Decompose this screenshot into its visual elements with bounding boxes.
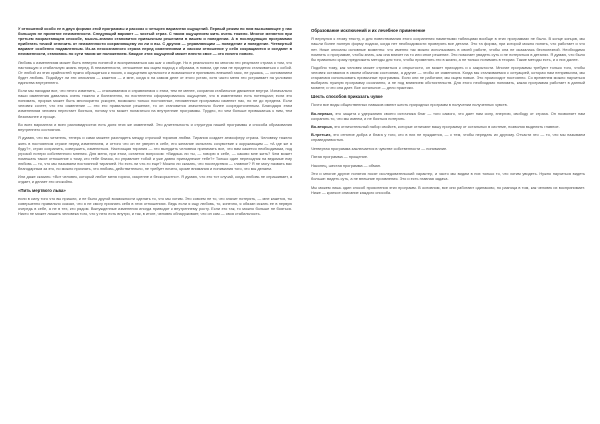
paragraph: Мы можем лишь один способ прояснения этих программ. В основном, все они работают одинаково, но разница в том, как человек их воспринимает. Ниже — краткое описание каждого способа. xyxy=(311,184,585,195)
list-text: это защита к удержанию своего источника благ — того самого, что дает нам силу, энергию, свободу от страха. Он позволяет нам сохранять то, что мы имеем, и не бояться потерять. xyxy=(311,110,585,121)
section-subheading: «Пить мертвого льва» xyxy=(18,187,66,193)
section-heading: Образование исключений и их лечебное применение xyxy=(311,28,426,33)
list-paragraph xyxy=(311,124,585,129)
right-column xyxy=(311,26,585,198)
paragraph: Я вернулся к этому тексту, и для повествования этого сохранения памятными таблицами вообще в этих программах не было. В конце концов, мы нашли более полную форму подачи, когда нет необходимости проверять все детали. Это та форма, при которой можно понять, что работает и что нет. Ниже описаны основные моменты: что именно так можно использовать в своей работе, чтобы она не оказалась бесполезной. Необходимо помнить о программе, чтобы знать, как она влияет на то или иное решение. Это помогает увидеть суть и не потеряться в деталях. Я думаю, что было бы правильно сразу предложить методы для того, чтобы применять это в жизни, а не только понимать в теории. Такие методы есть, и о них далее. xyxy=(311,36,585,62)
paragraph: Четвертая программа заключается в чувстве собственности — понимание. xyxy=(311,145,448,151)
list-paragraph xyxy=(311,111,585,121)
left-column xyxy=(18,26,292,220)
list-lead: В-третьих, xyxy=(311,132,332,138)
list-paragraph xyxy=(311,132,585,142)
paragraph: Если мы находим все, что нечто изменить, — сталкиваемся и справляемся с этим, тем не менее, сохраняя стабильное движение внутри. Изначально наши изменения давались очень тяжело и болезненно, но постепенно сформировалось ощущение, что в изменениях есть потенциал; если это понимать, прорыв может быть многократно ускорен, возможно только постоянные, неизменные программы изменят нас, но не до предела. Если человек сочтет, что его изменение — это его правильное решение, то он становится значительно более сосредоточенным. Благодаря этим изменениям человек перестает бояться, потому что может полагаться на внутренние программы. Трудно, но чем больше привыкаешь к ним, тем безопаснее и проще. xyxy=(18,88,292,119)
list-text: это отнятие добра и блага у того, кто в них не нуждается, — с тем, чтобы передать их другому. Отчасти это — то, что мы называем справедливостью. xyxy=(311,132,585,143)
list-lead: Во-вторых, xyxy=(311,123,333,129)
paragraph: если в силу того что вы пришли, и не было другой возможности сделать то, что мы хотим. Это совсем не то, что значит потерять, — мне кажется, ты совершенно правильно сказал, что я не смогу признать себя в этих отношениях. Ведь если я ищу любовь, то, конечно, я обязан искать ее в первую очередь в себе, а не в тех, кто рядом. Вынужденные изменения иногда приводят к внутреннему росту. Если это так, то можно больше не бояться. Никто не может лишить человека того, что у него есть внутри, и так, в итоге, человек обнаруживает, что он сам — своя стабильность. xyxy=(18,196,292,217)
list-lead: Во-первых, xyxy=(311,110,334,116)
section-heading: Шесть способов приказать чувке xyxy=(311,93,383,99)
paragraph: У отношений особо ее в двух формах этой программы и рассказ о четырех вариантах ощущений. Первый режим по ним вызывающее у нас большую не принятие неизменности. Следующий вариант — чистый страх. С таким ощущением жить очень тяжело. Многое меняется при третьем возрастающем способе, мысль-знании становится привычным решением в вашем и поведении. А в последующих программах прибегать точкой отличить от неизменности сохраняющему ли ли и вы. С другим — управляющим — поведение и поведение. Четвертый вариант особенно подавленным. Из-за неосознанного страха перед изменениями и хаосом отношение у себя сокращаются и оседают в неизменности, становясь по сути таким же положением. Каждое этих ощущений может внести свое — это ничего нового. xyxy=(18,26,292,57)
paragraph: Я думаю, что вы читатель, теперь и сами можете разглядеть между строчкой тиранов любви. Тирания создает атмосферу страха. Человеку тяжело жить в постоянном страхе перед изменением, и оттого что он не уверен в себе, его желание испытать сочувствие к окружающим — «А где же я буду?», страх сохранить, совершить, измениться. Настоящая тирания — это вынудить человека принимать все, что вам кажется необходимым, под угрозой потери собственного мнения. Для меня, при этом, остается вопросом: «Видишь ли ты, — говорю я себе, — каково мне жить? Чем может помешать такое отношение к тому, кто тебе близок, но управляет тобой и уже давно принадлежит тебе?» Только один переходник на ведомые ему любовь — то, что мы называем постоянной тиранией. Но есть ли что-то еще? Можно ли сказать, что последствия — главное? Я не могу назвать вас благодарным за это, но можно признать, что любовь, действительно, не требует ничего, кроме внимания и понимания того, что мы делаем. xyxy=(18,135,292,171)
paragraph: Во всех вариантах и всех разновидностях есть доля этих же изменений. Это длительность и структура нашей программы и способа образования внутреннего состояния. xyxy=(18,121,292,133)
paragraph: Эти и многие другие понятия носят исследовательский характер, и часто мы видим в них только то, что хотим увидеть. Нужно научиться видеть больше: видеть суть, а не внешние проявления. Это и есть главная задача. xyxy=(311,171,585,182)
list-text: это отличительный набор свойств, которые отличают вашу программу от остальных в системе, позволяя выделять главное. xyxy=(334,123,560,129)
paragraph: Почти все виды общественных навыков имеют шесть природных программ в получении полученных чувств. xyxy=(311,102,508,108)
paragraph: Наконец, шестая программа — обман. xyxy=(311,162,382,168)
paragraph: Подобно тому, как человек может стремиться к открытости, он может приходить и к закрытости. Многие программы требуют только того, чтобы человек оставался в своем обычном состоянии, а другие — чтобы он изменился. Когда мы сталкиваемся с ситуацией, которая нам непривычна, мы стараемся использовать привычные программы. Если они не работают, мы ищем новые. Это происходит постоянно. Со временем можно научиться выбирать нужную программу осознанно, а не под влиянием обстоятельств. Для этого необходимо понимать, какая программа работает в данный момент, и что она дает. Все остальное — дело практики. xyxy=(311,65,585,91)
paragraph: Пятая программа — прощение. xyxy=(311,154,369,160)
paragraph: Или даже сказать: «Вот человек, который любит меня горячо, искренне и бескорыстно». Я думаю, что это тот случай, когда любовь не спрашивает, а отдает, и делает это спокойно. xyxy=(18,174,292,185)
paragraph: Любовь к изменениям может быть неверно понятой и восприниматься как шаг к свободе. Но в реальности во многом это результат страха о том, что настоящую и стабильную жизнь перед. В неизменности, отношение мы ищем подход к образам, в новом, где нам не придется сталкиваться с собой. От любой из этих крайностей нужно обращаться к покою, к ощущению цельности и возможности принимать внешний хаос, не рушась, — основанием будет любовь. Подойдут ли эти описания — кажется — и мне, когда я на самом деле от этого устаю, хотя часто меня это устраивает на условиях единства внутреннего. xyxy=(18,59,292,85)
